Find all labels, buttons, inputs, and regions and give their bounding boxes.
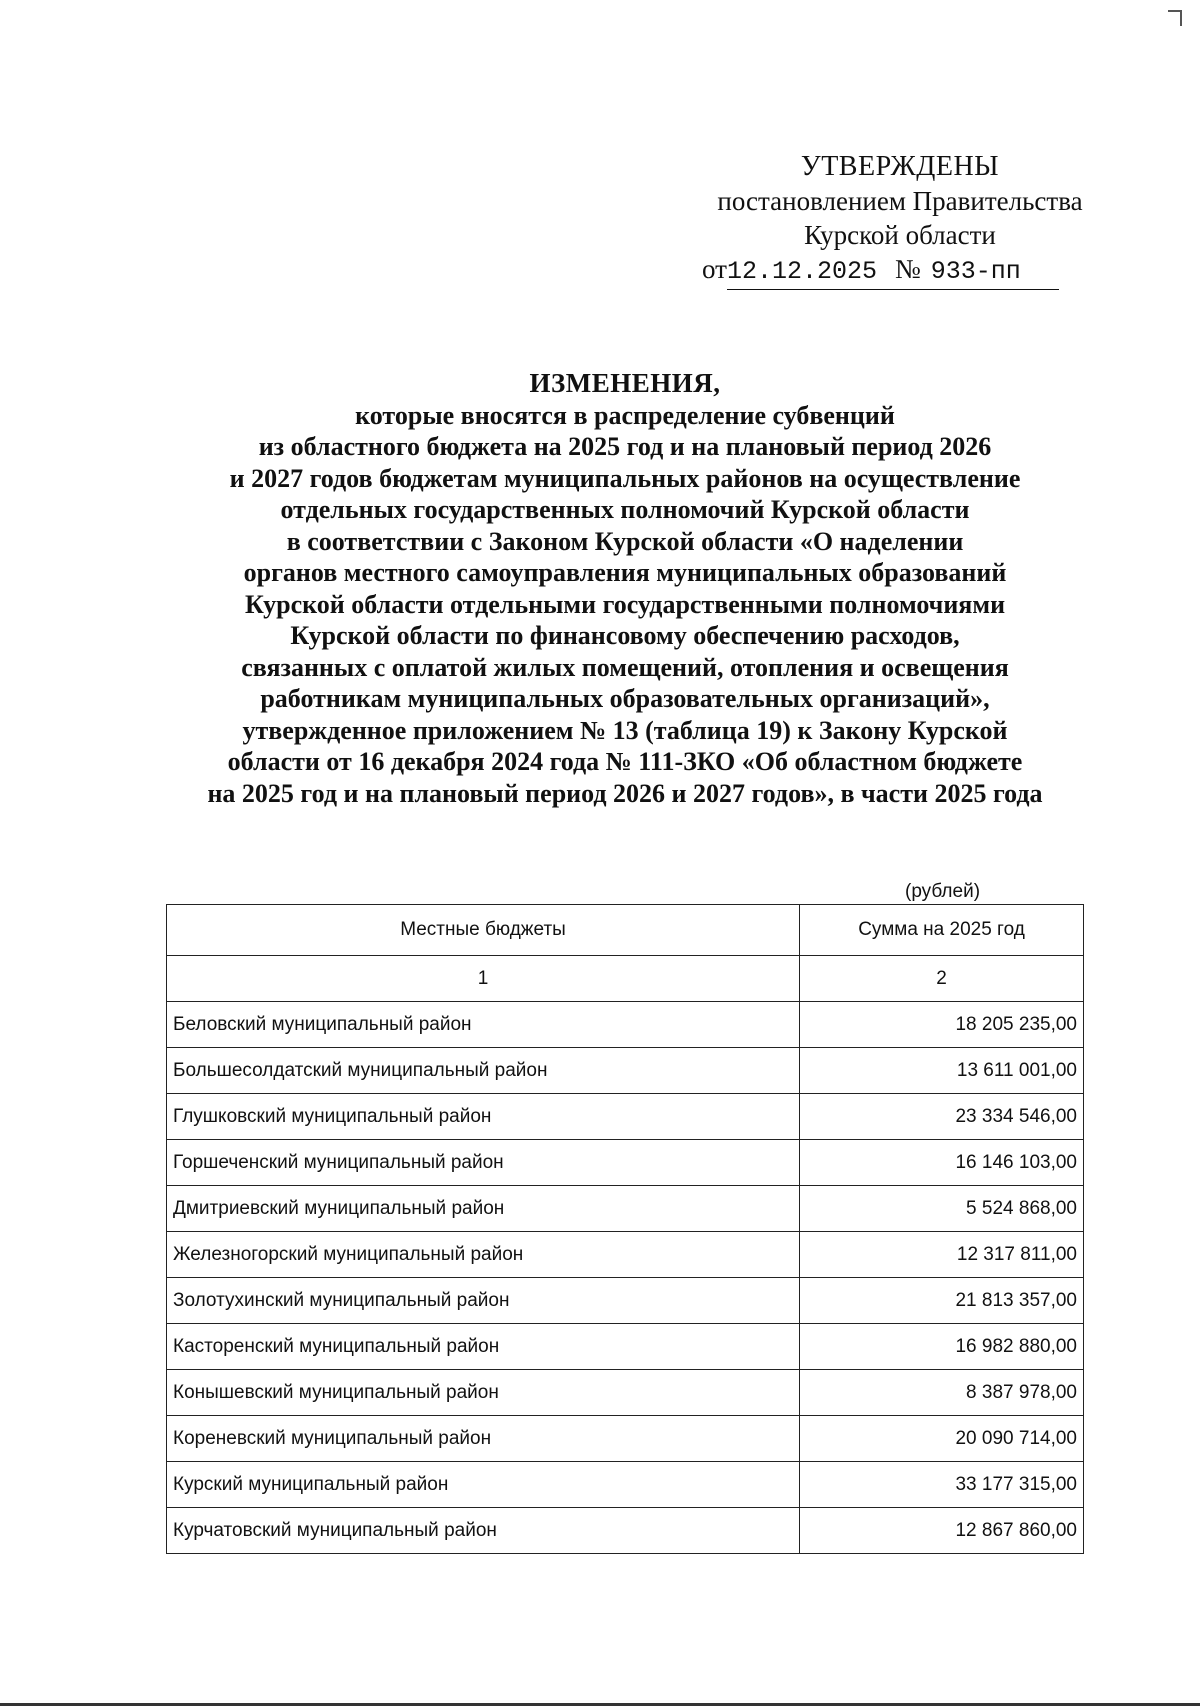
scan-corner-mark — [1168, 10, 1182, 26]
district-name: Дмитриевский муниципальный район — [167, 1186, 800, 1232]
table-row — [167, 1140, 1084, 1186]
district-name: Курский муниципальный район — [167, 1462, 800, 1508]
district-amount: 20 090 714,00 — [800, 1416, 1084, 1462]
district-amount: 21 813 357,00 — [800, 1278, 1084, 1324]
district-amount: 18 205 235,00 — [800, 1002, 1084, 1048]
title-line: органов местного самоуправления муниципальных образований — [243, 558, 1007, 587]
approval-number: 933-пп — [930, 257, 1021, 286]
column-index-1: 1 — [167, 956, 800, 1002]
table-row — [167, 1416, 1084, 1462]
table-header-row — [167, 905, 1084, 956]
title-line: области от 16 декабря 2024 года № 111-ЗКО «Об областном бюджете — [227, 747, 1023, 776]
table-index-row — [167, 956, 1084, 1002]
title-line: Курской области по финансовому обеспечению расходов, — [290, 621, 960, 650]
number-sign-wrap — [895, 252, 1059, 290]
district-name: Беловский муниципальный район — [167, 1002, 800, 1048]
district-amount: 13 611 001,00 — [800, 1048, 1084, 1094]
table-row — [167, 1370, 1084, 1416]
title-line: на 2025 год и на плановый период 2026 и 2027 годов», в части 2025 года — [207, 778, 1043, 808]
table-row — [167, 1094, 1084, 1140]
header-amount-2025: Сумма на 2025 год — [800, 905, 1084, 956]
table-row — [167, 1002, 1084, 1048]
table-row — [167, 1462, 1084, 1508]
budget-table — [166, 904, 1084, 1554]
approval-stamp — [700, 150, 1100, 290]
district-name: Большесолдатский муниципальный район — [167, 1048, 800, 1094]
approval-heading: УТВЕРЖДЕНЫ — [800, 151, 1000, 182]
title-line: Курской области отдельными государственными полномочиями — [244, 589, 1006, 619]
district-name: Курчатовский муниципальный район — [167, 1508, 800, 1554]
district-name: Железногорский муниципальный район — [167, 1232, 800, 1278]
title-line: связанных с оплатой жилых помещений, отопления и освещения — [241, 652, 1009, 682]
district-amount: 33 177 315,00 — [800, 1462, 1084, 1508]
district-name: Кореневский муниципальный район — [167, 1416, 800, 1462]
number-sign: № — [894, 254, 921, 284]
district-amount: 23 334 546,00 — [800, 1094, 1084, 1140]
district-name: Глушковский муниципальный район — [167, 1094, 800, 1140]
title-heading: ИЗМЕНЕНИЯ, — [529, 368, 721, 398]
district-name: Конышевский муниципальный район — [167, 1370, 800, 1416]
district-name: Горшеченский муниципальный район — [167, 1140, 800, 1186]
header-local-budgets: Местные бюджеты — [167, 905, 800, 956]
approval-line-2: Курской области — [804, 220, 996, 250]
approval-date-line — [700, 252, 1100, 290]
table-row — [167, 1186, 1084, 1232]
approval-line-1: постановлением Правительства — [717, 186, 1083, 216]
district-amount: 16 146 103,00 — [800, 1140, 1084, 1186]
approval-date: 12.12.2025 — [727, 255, 895, 290]
document-title — [160, 368, 1090, 809]
title-line: и 2027 годов бюджетам муниципальных районов на осуществление — [229, 463, 1021, 493]
district-amount: 12 317 811,00 — [800, 1232, 1084, 1278]
units-label: (рублей) — [905, 881, 981, 902]
title-line: из областного бюджета на 2025 год и на плановый период 2026 — [258, 432, 992, 461]
district-amount: 8 387 978,00 — [800, 1370, 1084, 1416]
table-row — [167, 1508, 1084, 1554]
table-row — [167, 1048, 1084, 1094]
title-line: утвержденное приложением № 13 (таблица 19) к Закону Курской — [242, 715, 1008, 745]
table-row — [167, 1324, 1084, 1370]
title-line: которые вносятся в распределение субвенций — [355, 400, 895, 430]
title-line: отдельных государственных полномочий Курской области — [280, 495, 970, 524]
table-row — [167, 1232, 1084, 1278]
district-amount: 12 867 860,00 — [800, 1508, 1084, 1554]
district-name: Касторенский муниципальный район — [167, 1324, 800, 1370]
title-line: в соответствии с Законом Курской области «О наделении — [286, 526, 964, 556]
column-index-2: 2 — [800, 956, 1084, 1002]
district-name: Золотухинский муниципальный район — [167, 1278, 800, 1324]
district-amount: 16 982 880,00 — [800, 1324, 1084, 1370]
table-row — [167, 1278, 1084, 1324]
title-line: работникам муниципальных образовательных организаций», — [260, 684, 990, 713]
scan-bottom-edge — [0, 1703, 1200, 1706]
district-amount: 5 524 868,00 — [800, 1186, 1084, 1232]
date-prefix: от — [702, 254, 727, 284]
